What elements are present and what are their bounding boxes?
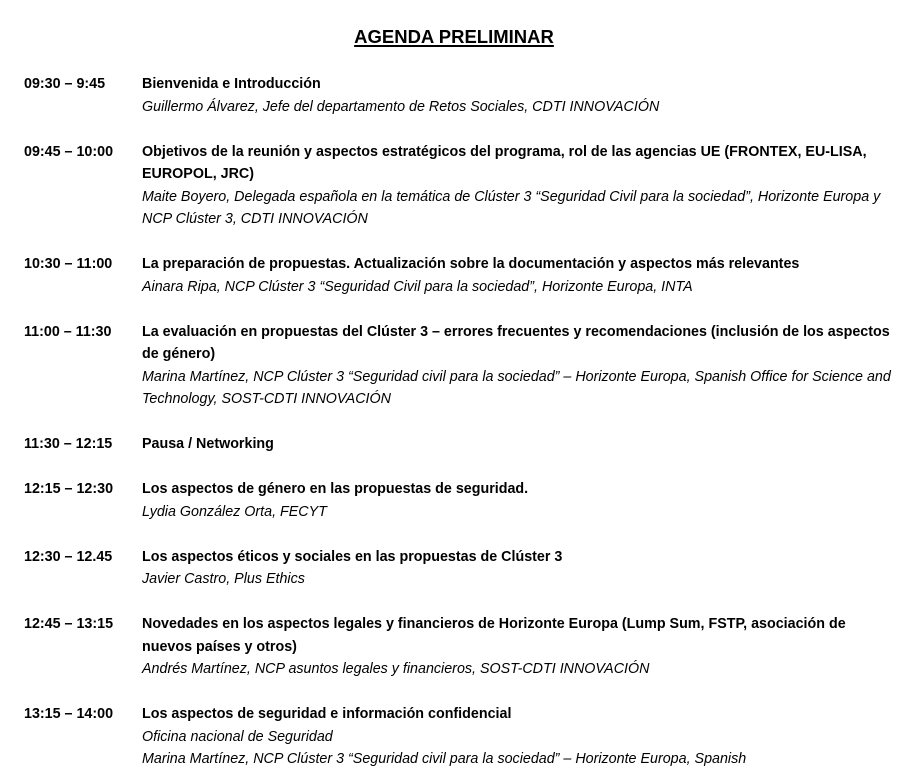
agenda-time: 11:30 – 12:15 (24, 436, 113, 452)
agenda-item (24, 546, 894, 591)
agenda-speaker: Marina Martínez, NCP Clúster 3 “Seguridad civil para la sociedad” – Horizonte Europa, Spanish Office for Science and Technology, SOST-CDTI INNOVACIÓN (142, 368, 891, 407)
agenda-content (142, 321, 894, 411)
agenda-content (142, 433, 894, 456)
agenda-time: 12:45 – 13:15 (24, 616, 114, 632)
agenda-item (24, 141, 894, 231)
agenda-item (24, 703, 894, 771)
agenda-topic: Novedades en los aspectos legales y financieros de Horizonte Europa (Lump Sum, FSTP, asociación de nuevos países y otros) (142, 616, 846, 655)
agenda-time: 11:00 – 11:30 (24, 323, 112, 340)
agenda-item (24, 613, 894, 681)
agenda-topic: Los aspectos de seguridad e información confidencial (142, 706, 512, 722)
agenda-time: 12:15 – 12:30 (24, 481, 114, 497)
agenda-speaker: Ainara Ripa, NCP Clúster 3 “Seguridad Civil para la sociedad”, Horizonte Europa, INTA (142, 278, 693, 295)
agenda-content (142, 613, 894, 681)
agenda-time: 09:45 – 10:00 (24, 143, 114, 160)
agenda-content (142, 141, 894, 231)
agenda-topic: Bienvenida e Introducción (142, 76, 321, 92)
agenda-content (142, 478, 894, 523)
agenda-item (24, 73, 894, 118)
agenda-speaker: Guillermo Álvarez, Jefe del departamento de Retos Sociales, CDTI INNOVACIÓN (142, 98, 660, 115)
agenda-speaker: Javier Castro, Plus Ethics (142, 571, 305, 587)
agenda-item (24, 433, 894, 456)
agenda-speaker: Lydia González Orta, FECYT (142, 503, 327, 520)
agenda-time: 12:30 – 12.45 (24, 548, 113, 565)
agenda-time: 13:15 – 14:00 (24, 706, 114, 722)
agenda-list (24, 73, 894, 783)
agenda-topic: Pausa / Networking (142, 436, 274, 452)
agenda-topic: Los aspectos de género en las propuestas de seguridad. (142, 481, 529, 497)
agenda-topic: Los aspectos éticos y sociales en las propuestas de Clúster 3 (142, 548, 563, 565)
agenda-time: 10:30 – 11:00 (24, 256, 113, 272)
agenda-item (24, 478, 894, 523)
agenda-speaker: Marina Martínez, NCP Clúster 3 “Seguridad civil para la sociedad” – Horizonte Europa, Spanish (142, 751, 747, 767)
agenda-speaker: Maite Boyero, Delegada española en la temática de Clúster 3 “Seguridad Civil para la sociedad”, Horizonte Europa y NCP Clúster 3, CDTI INNOVACIÓN (142, 188, 881, 227)
agenda-content (142, 546, 894, 591)
agenda-topic: La preparación de propuestas. Actualización sobre la documentación y aspectos más relevantes (142, 256, 800, 272)
agenda-content (142, 253, 894, 298)
page-title: AGENDA PRELIMINAR (354, 26, 554, 47)
agenda-topic: Objetivos de la reunión y aspectos estratégicos del programa, rol de las agencias UE (FRONTEX, EU-LISA, EUROPOL, JRC) (142, 143, 867, 182)
agenda-speaker: Andrés Martínez, NCP asuntos legales y financieros, SOST-CDTI INNOVACIÓN (142, 661, 650, 677)
agenda-item (24, 321, 894, 411)
agenda-time: 09:30 – 9:45 (24, 76, 106, 92)
agenda-content (142, 703, 894, 771)
agenda-topic: La evaluación en propuestas del Clúster 3 – errores frecuentes y recomendaciones (inclusión de los aspectos de género) (142, 323, 890, 362)
agenda-item (24, 253, 894, 298)
agenda-content (142, 73, 894, 118)
agenda-speaker: Oficina nacional de Seguridad (142, 728, 333, 745)
